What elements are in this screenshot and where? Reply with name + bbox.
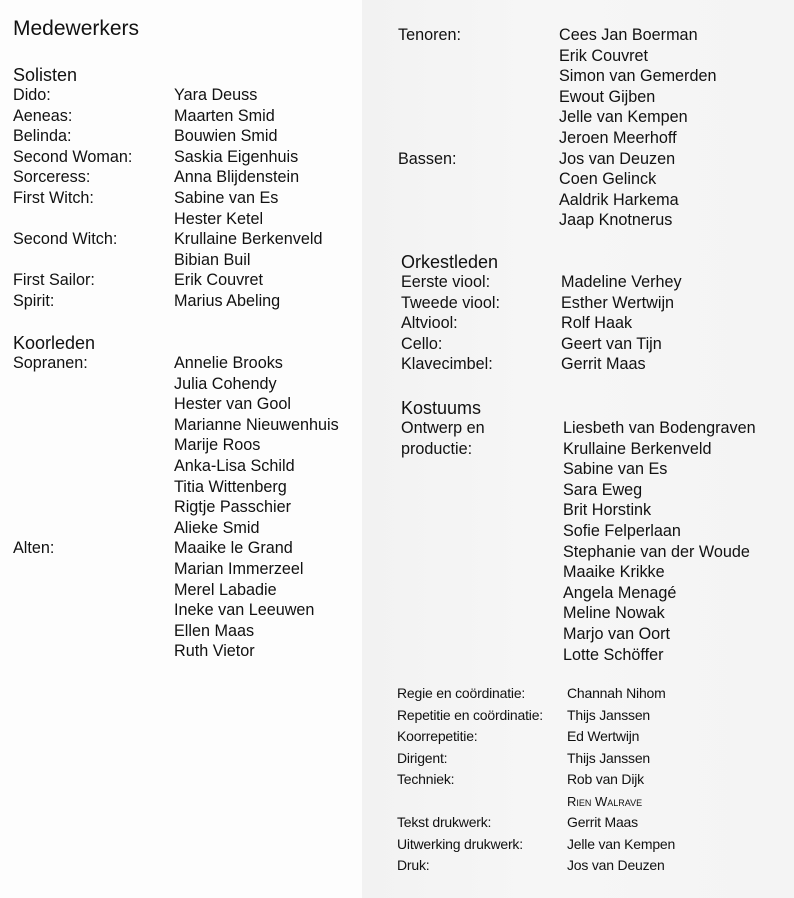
person-name: Ruth Vietor: [174, 642, 255, 661]
person-name: Meline Nowak: [563, 604, 665, 623]
person-name: Ellen Maas: [174, 621, 255, 640]
person-name: Merel Labadie: [174, 580, 277, 599]
person-name: Sabine van Es: [563, 460, 668, 479]
person-name: Sabine van Es: [174, 189, 279, 207]
person-name: Rigtje Passchier: [174, 498, 291, 517]
person-name: Stephanie van der Woude: [563, 542, 750, 561]
credit-role: Repetitie en coördinatie:: [397, 706, 543, 723]
role-label: First Witch:: [13, 189, 94, 207]
person-name: Bouwien Smid: [174, 127, 278, 146]
person-name: Jelle van Kempen: [559, 108, 688, 127]
kostuums-role-line1: Ontwerp en: [401, 419, 485, 437]
role-label: Spirit:: [13, 292, 55, 310]
role-label: First Sailor:: [13, 271, 95, 290]
person-name: Coen Gelinck: [559, 170, 657, 189]
credit-name: Ed Wertwijn: [567, 728, 640, 744]
role-label: Second Woman:: [13, 147, 133, 166]
section-heading-kostuums: Kostuums: [401, 398, 482, 418]
person-name: Gerrit Maas: [561, 355, 646, 374]
person-name: Jeroen Meerhoff: [559, 129, 677, 147]
section-heading-orkestleden: Orkestleden: [401, 252, 499, 272]
credit-role: Techniek:: [397, 771, 455, 787]
person-name: Anka-Lisa Schild: [174, 457, 295, 475]
person-name: Marius Abeling: [174, 292, 281, 310]
person-name: Rolf Haak: [561, 314, 633, 333]
person-name: Maaike le Grand: [174, 539, 293, 558]
person-name: Simon van Gemerden: [559, 67, 717, 86]
role-label: Aeneas:: [13, 106, 73, 125]
credit-name: Rob van Dijk: [567, 771, 644, 787]
person-name: Madeline Verhey: [561, 273, 682, 291]
person-name: Alieke Smid: [174, 518, 260, 537]
person-name: Esther Wertwijn: [561, 293, 675, 312]
person-name: Erik Couvret: [559, 46, 649, 65]
person-name: Marian Immerzeel: [174, 560, 304, 578]
person-name: Hester Ketel: [174, 209, 264, 228]
person-name: Maaike Krikke: [563, 563, 665, 582]
person-name: Titia Wittenberg: [174, 477, 287, 496]
person-name: Marjo van Oort: [563, 625, 671, 643]
person-name: Jos van Deuzen: [559, 149, 676, 168]
section-heading-koorleden: Koorleden: [13, 333, 96, 353]
page-title: Medewerkers: [13, 17, 140, 40]
credit-name: Thijs Janssen: [567, 749, 650, 766]
credit-role: Druk:: [397, 857, 430, 873]
role-label: Bassen:: [398, 149, 457, 168]
role-label: Tweede viool:: [401, 293, 500, 312]
orkestleden-list: [401, 272, 791, 382]
production-credits: [397, 683, 792, 883]
person-name: Krullaine Berkenveld: [174, 230, 323, 249]
person-name: Jaap Knotnerus: [559, 211, 673, 230]
role-label: Cello:: [401, 334, 443, 353]
person-name: Angela Menagé: [563, 583, 677, 602]
role-label: Altviool:: [401, 314, 458, 333]
person-name: Bibian Buil: [174, 250, 251, 269]
role-label: Tenoren:: [398, 26, 461, 44]
role-label: Dido:: [13, 86, 51, 104]
credit-role: Dirigent:: [397, 749, 448, 766]
koor-mannen-list: [398, 25, 788, 235]
person-name: Marianne Nieuwenhuis: [174, 415, 339, 434]
role-label: Alten:: [13, 539, 55, 558]
person-name: Aaldrik Harkema: [559, 190, 679, 209]
person-name: Sara Eweg: [563, 480, 643, 499]
person-name: Saskia Eigenhuis: [174, 147, 299, 166]
credit-role: Tekst drukwerk:: [397, 814, 492, 830]
credit-name: Rien Walrave: [567, 793, 643, 809]
person-name: Maarten Smid: [174, 106, 275, 125]
person-name: Erik Couvret: [174, 271, 264, 290]
kostuums-list: [401, 418, 791, 673]
section-heading-solisten: Solisten: [13, 65, 78, 85]
person-name: Annelie Brooks: [174, 354, 283, 372]
credit-role: Koorrepetitie:: [397, 728, 478, 744]
credit-role: Uitwerking drukwerk:: [397, 835, 523, 852]
role-label: Eerste viool:: [401, 273, 491, 291]
person-name: Ewout Gijben: [559, 87, 656, 106]
person-name: Ineke van Leeuwen: [174, 601, 315, 620]
person-name: Yara Deuss: [174, 86, 258, 104]
credit-name: Jos van Deuzen: [567, 857, 665, 873]
person-name: Hester van Gool: [174, 395, 291, 414]
credit-name: Jelle van Kempen: [567, 835, 676, 852]
credit-name: Gerrit Maas: [567, 814, 638, 830]
role-label: Klavecimbel:: [401, 355, 493, 374]
person-name: Liesbeth van Bodengraven: [563, 419, 756, 437]
person-name: Marije Roos: [174, 436, 261, 455]
person-name: Sofie Felperlaan: [563, 522, 681, 540]
credit-role: Regie en coördinatie:: [397, 685, 526, 701]
solisten-list: [13, 85, 353, 315]
role-label: Sorceress:: [13, 168, 91, 187]
role-label: Sopranen:: [13, 354, 88, 372]
person-name: Anna Blijdenstein: [174, 168, 300, 187]
person-name: Julia Cohendy: [174, 374, 277, 393]
person-name: Cees Jan Boerman: [559, 26, 698, 44]
person-name: Krullaine Berkenveld: [563, 439, 712, 458]
kostuums-role-line2: productie:: [401, 439, 473, 458]
person-name: Brit Horstink: [563, 501, 652, 520]
role-label: Belinda:: [13, 127, 72, 146]
credit-name: Thijs Janssen: [567, 706, 650, 723]
person-name: Geert van Tijn: [561, 334, 662, 353]
person-name: Lotte Schöffer: [563, 645, 664, 664]
credit-name: Channah Nihom: [567, 685, 666, 701]
koorleden-list: [13, 353, 353, 673]
role-label: Second Witch:: [13, 230, 118, 249]
